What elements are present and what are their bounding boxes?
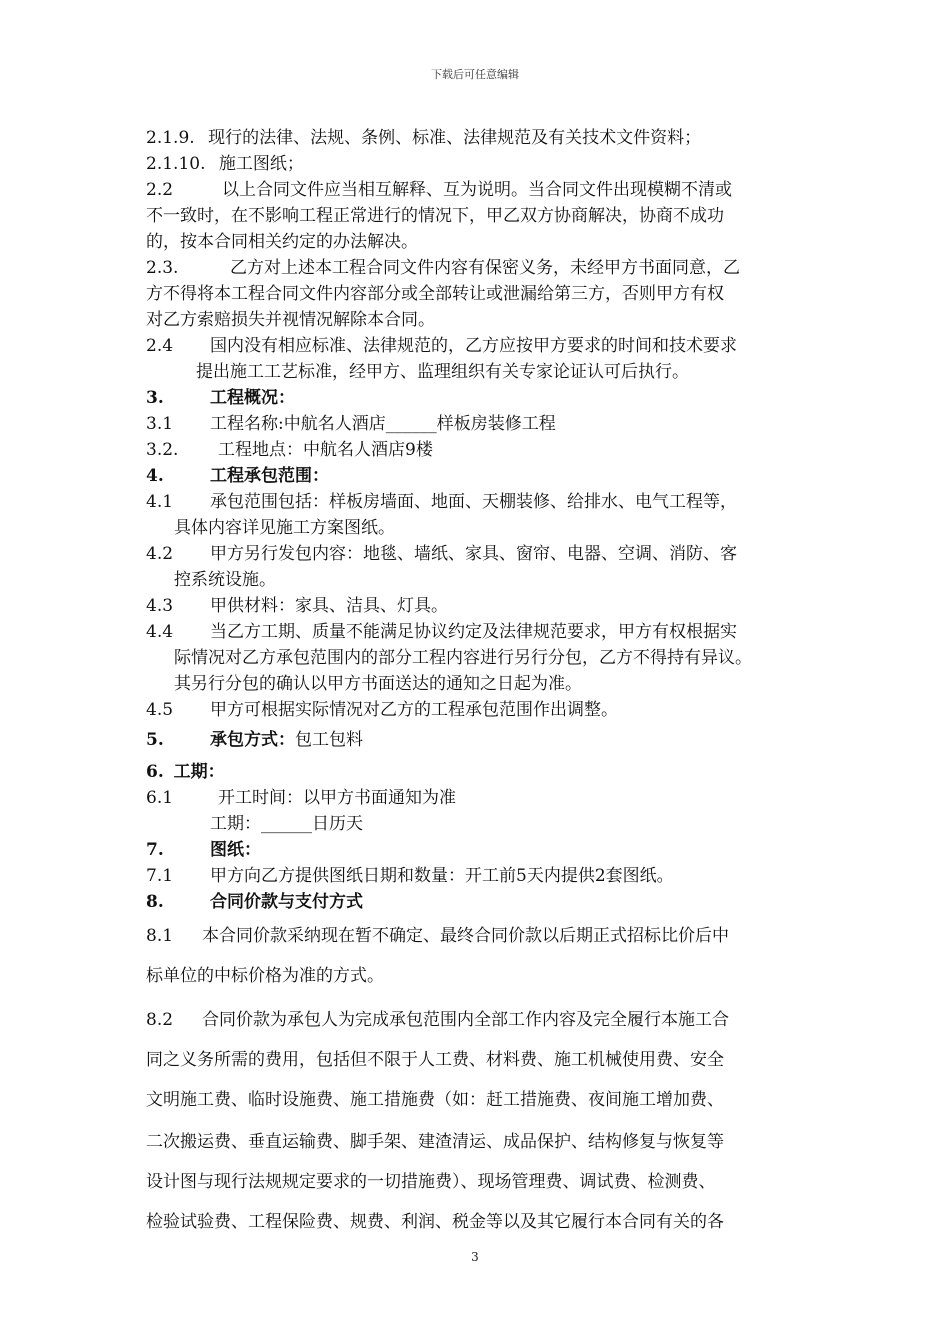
clause-line bbox=[174, 572, 276, 589]
clause-text: 的，按本合同相关约定的办法解决。 bbox=[146, 232, 418, 252]
clause-number: 8.2 bbox=[146, 1010, 174, 1030]
clause-line bbox=[146, 1174, 716, 1191]
clause-text: 甲方另行发包内容：地毯、墙纸、家具、窗帘、电器、空调、消防、客 bbox=[210, 544, 737, 564]
clause-text: 国内没有相应标准、法律规范的，乙方应按甲方要求的时间和技术要求 bbox=[210, 336, 737, 356]
clause-line bbox=[146, 234, 418, 251]
clause-text: 其另行分包的确认以甲方书面送达的通知之日起为准。 bbox=[174, 674, 582, 694]
clause-text: 工程地点：中航名人酒店9楼 bbox=[218, 440, 433, 460]
clause-number: 2.3. bbox=[146, 258, 179, 278]
clause-text: 施工图纸； bbox=[218, 154, 304, 174]
clause-number: 7.1 bbox=[146, 866, 174, 886]
clause-text: 以上合同文件应当相互解释、互为说明。当合同文件出现模糊不清或 bbox=[222, 180, 732, 200]
section-title: 工程概况： bbox=[210, 388, 295, 408]
clause-text: 现行的法律、法规、条例、标准、法律规范及有关技术文件资料； bbox=[208, 128, 702, 148]
clause-text: 工期：______日历天 bbox=[210, 814, 363, 834]
section-heading bbox=[146, 468, 329, 485]
clause-line bbox=[146, 598, 448, 615]
clause-line bbox=[146, 1134, 724, 1151]
section-value: 包工包料 bbox=[295, 730, 363, 750]
clause-number: 4.3 bbox=[146, 596, 174, 616]
clause-line bbox=[146, 416, 556, 433]
clause-line bbox=[146, 968, 384, 985]
clause-text: 方不得将本工程合同文件内容部分或全部转让或泄漏给第三方，否则甲方有权 bbox=[146, 284, 724, 304]
clause-line bbox=[146, 546, 737, 563]
clause-text: 本合同价款采纳现在暂不确定、最终合同价款以后期正式招标比价后中 bbox=[202, 926, 729, 946]
clause-number: 4.2 bbox=[146, 544, 174, 564]
clause-number: 4.4 bbox=[146, 622, 174, 642]
clause-number: 3.2. bbox=[146, 440, 179, 460]
clause-line bbox=[146, 208, 724, 225]
section-number: 7. bbox=[146, 840, 164, 860]
clause-line bbox=[146, 260, 740, 277]
section-number: 6. bbox=[146, 762, 164, 782]
clause-text: 同之义务所需的费用，包括但不限于人工费、材料费、施工机械使用费、安全 bbox=[146, 1050, 724, 1070]
clause-number: 2.1.9. bbox=[146, 128, 195, 148]
clause-line bbox=[146, 1012, 729, 1029]
clause-line bbox=[174, 676, 582, 693]
clause-line bbox=[146, 1052, 724, 1069]
clause-line bbox=[146, 312, 435, 329]
clause-text: 提出施工工艺标准，经甲方、监理组织有关专家论证认可后执行。 bbox=[196, 362, 689, 382]
clause-text: 检验试验费、工程保险费、规费、利润、税金等以及其它履行本合同有关的各 bbox=[146, 1212, 724, 1232]
clause-line bbox=[174, 520, 395, 537]
clause-text: 甲方可根据实际情况对乙方的工程承包范围作出调整。 bbox=[210, 700, 618, 720]
clause-text: 当乙方工期、质量不能满足协议约定及法律规范要求，甲方有权根据实 bbox=[210, 622, 737, 642]
clause-number: 3.1 bbox=[146, 414, 174, 434]
clause-text: 对乙方索赔损失并视情况解除本合同。 bbox=[146, 310, 435, 330]
clause-text: 甲方向乙方提供图纸日期和数量：开工前5天内提供2套图纸。 bbox=[210, 866, 674, 886]
section-title: 合同价款与支付方式 bbox=[210, 892, 363, 912]
clause-text: 甲供材料：家具、洁具、灯具。 bbox=[210, 596, 448, 616]
clause-line bbox=[146, 624, 737, 641]
clause-line bbox=[146, 790, 456, 807]
clause-text: 不一致时，在不影响工程正常进行的情况下，甲乙双方协商解决，协商不成功 bbox=[146, 206, 724, 226]
section-title: 工程承包范围： bbox=[210, 466, 329, 486]
section-heading bbox=[146, 764, 225, 781]
section-title: 承包方式： bbox=[210, 730, 295, 750]
page-number: 3 bbox=[471, 1250, 479, 1264]
clause-line bbox=[146, 130, 701, 147]
clause-text: 际情况对乙方承包范围内的部分工程内容进行另行分包，乙方不得持有异议。 bbox=[174, 648, 752, 668]
section-heading bbox=[146, 842, 261, 859]
clause-number: 2.4 bbox=[146, 336, 174, 356]
clause-line bbox=[146, 868, 674, 885]
clause-text: 二次搬运费、垂直运输费、脚手架、建渣清运、成品保护、结构修复与恢复等 bbox=[146, 1132, 724, 1152]
clause-line bbox=[146, 1092, 724, 1109]
clause-line bbox=[146, 494, 737, 511]
section-heading bbox=[146, 894, 363, 911]
clause-text: 合同价款为承包人为完成承包范围内全部工作内容及完全履行本施工合 bbox=[202, 1010, 729, 1030]
clause-line bbox=[146, 338, 737, 355]
clause-line bbox=[146, 442, 433, 459]
section-number: 4. bbox=[146, 466, 164, 486]
section-heading bbox=[146, 390, 295, 407]
clause-text: 乙方对上述本工程合同文件内容有保密义务，未经甲方书面同意，乙 bbox=[230, 258, 740, 278]
clause-text: 工程名称:中航名人酒店______样板房装修工程 bbox=[210, 414, 556, 434]
clause-number: 6.1 bbox=[146, 788, 174, 808]
clause-text: 控系统设施。 bbox=[174, 570, 276, 590]
section-number: 8. bbox=[146, 892, 164, 912]
section-number: 3. bbox=[146, 388, 164, 408]
section-title: 图纸： bbox=[210, 840, 261, 860]
clause-line bbox=[210, 816, 363, 833]
clause-text: 标单位的中标价格为准的方式。 bbox=[146, 966, 384, 986]
clause-line bbox=[146, 182, 732, 199]
clause-text: 承包范围包括：样板房墙面、地面、天棚装修、给排水、电气工程等， bbox=[210, 492, 737, 512]
clause-line bbox=[146, 702, 618, 719]
clause-line bbox=[146, 928, 729, 945]
clause-line bbox=[146, 286, 724, 303]
clause-text: 文明施工费、临时设施费、施工措施费（如：赶工措施费、夜间施工增加费、 bbox=[146, 1090, 724, 1110]
clause-line bbox=[146, 156, 304, 173]
clause-text: 设计图与现行法规规定要求的一切措施费）、现场管理费、调试费、检测费、 bbox=[146, 1172, 716, 1192]
clause-number: 4.1 bbox=[146, 492, 174, 512]
clause-number: 8.1 bbox=[146, 926, 174, 946]
clause-text: 开工时间：以甲方书面通知为准 bbox=[218, 788, 456, 808]
section-heading bbox=[146, 732, 363, 749]
clause-number: 2.2 bbox=[146, 180, 174, 200]
page-header: 下载后可任意编辑 bbox=[431, 68, 519, 81]
clause-line bbox=[174, 650, 752, 667]
clause-number: 4.5 bbox=[146, 700, 174, 720]
section-number: 5. bbox=[146, 730, 164, 750]
section-title: 工期： bbox=[173, 762, 225, 782]
clause-line bbox=[146, 1214, 724, 1231]
clause-text: 具体内容详见施工方案图纸。 bbox=[174, 518, 395, 538]
clause-number: 2.1.10. bbox=[146, 154, 206, 174]
clause-line bbox=[196, 364, 689, 381]
